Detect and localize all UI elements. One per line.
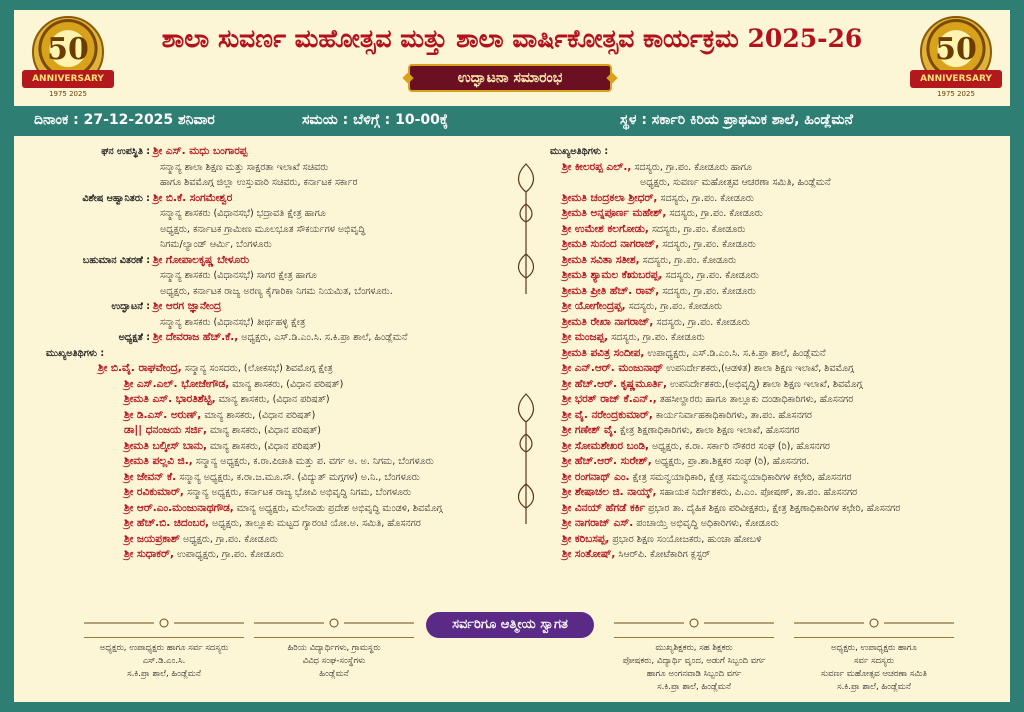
person-designation: ಹಾಗೂ ಶಿವಮೊಗ್ಗ ಜಿಲ್ಲಾ ಉಸ್ತುವಾರಿ ಸಚಿವರು, ಕರ್ನಾಟಕ ಸರ್ಕಾರ [160, 177, 358, 188]
person-name: ಶ್ರೀಮತಿ ಚಂದ್ರಕಲಾ ಶ್ರೀಧರ್, [562, 191, 658, 204]
person-designation: ಪ್ರಭಾರ ತಾ. ದೈಹಿಕ ಶಿಕ್ಷಣ ಪರಿವೀಕ್ಷಕರು, ಕ್ಷೇತ್ರ ಶಿಕ್ಷಣಾಧಿಕಾರಿಗಳ ಕಛೇರಿ, ಹೊಸನಗರ [645, 502, 901, 514]
invitation-card [14, 10, 1010, 702]
list-item [38, 253, 508, 269]
divider [254, 637, 414, 638]
badge-number: 50 [935, 32, 977, 67]
list-item [542, 253, 1002, 269]
person-name: ಶ್ರೀ ಜಯಪ್ರಕಾಶ್ [124, 532, 180, 545]
right-column [542, 144, 1002, 563]
person-designation: ಅಧ್ಯಕ್ಷರು, ತಾಲ್ಲೂಕು ಮಟ್ಟದ ಗ್ಯಾರಂಟಿ ಯೋ.ಅ. ಸಮಿತಿ, ಹೊಸನಗರ [209, 518, 421, 529]
person-name: ಶ್ರೀ ಯೋಗೇಂದ್ರಪ್ಪ, [562, 300, 626, 312]
person-designation: ಸದಸ್ಯರು, ಗ್ರಾ.ಪಂ. ಕೋಡೂರು [608, 332, 705, 343]
list-item [542, 423, 1002, 439]
person-designation: ತಹಸೀಲ್ದಾರರು ಹಾಗೂ ತಾಲ್ಲೂಕು ದಂಡಾಧಿಕಾರಿಗಳು, ಹೊಸನಗರ [656, 394, 854, 405]
footer-line: ಪೋಷಕರು, ವಿದ್ಯಾರ್ಥಿ ವೃಂದ, ಅಡುಗೆ ಸಿಬ್ಬಂದಿ ವರ್ಗ [622, 656, 766, 666]
list-item [542, 408, 1002, 424]
person-name: ಶ್ರೀ ಹೆಚ್.ಬಿ. ಚಿದಂಬರ, [124, 517, 209, 529]
footer-block-villagers [244, 616, 424, 681]
event-date: ದಿನಾಂಕ : 27-12-2025 ಶನಿವಾರ [34, 112, 215, 128]
list-item [542, 361, 1002, 377]
person-name: ಡಾ|| ಧನಂಜಯ ಸರ್ಜಿ, [124, 424, 208, 436]
person-name: ಶ್ರೀ ಆರಗ ಜ್ಞಾನೇಂದ್ರ [153, 300, 222, 312]
person-name: ಶ್ರೀ ಮಂಜಪ್ಪ, [562, 331, 609, 343]
list-item [542, 439, 1002, 455]
person-designation: ನಿಗಮ/ಲ್ಯಾಂಡ್ ಆರ್ಮಿ, ಬೆಂಗಳೂರು [160, 239, 272, 250]
person-designation: ಸದಸ್ಯರು, ಗ್ರಾ.ಪಂ. ಕೋಡೂರು [625, 301, 723, 312]
person-name: ಶ್ರೀಮತಿ ಸುನಂದ ನಾಗರಾಜ್, [562, 238, 660, 250]
person-designation: ಸದಸ್ಯರು, ಗ್ರಾ.ಪಂ. ಕೋಡೂರು ಹಾಗೂ [631, 161, 752, 173]
list-item [542, 315, 1002, 331]
person-designation: ಅಧ್ಯಕ್ಷರು, ಸುವರ್ಣ ಮಹೋತ್ಸವ ಆಚರಣಾ ಸಮಿತಿ, ಹಿಂಡ್ಲೆಮನೆ [640, 177, 831, 188]
person-name: ಶ್ರೀಮತಿ ಎಸ್. ಭಾರತಿಶೆಟ್ಟಿ, [124, 393, 216, 405]
footer-line: ವಿವಿಧ ಸಂಘ-ಸಂಸ್ಥೆಗಳು [302, 656, 366, 666]
badge-years: 1975 2025 [49, 90, 87, 98]
person-designation: ಉಪಾಧ್ಯಕ್ಷರು, ಎಸ್.ಡಿ.ಎಂ.ಸಿ. ಸ.ಕಿ.ಪ್ರಾ ಶಾಲೆ, ಹಿಂಡ್ಲೆಮನೆ [644, 347, 826, 359]
person-designation: ಸನ್ಮಾನ್ಯ ಅಧ್ಯಕ್ಷರು, ಕ.ರಾ.ಜ.ಮೂ.ಸೌ. (ವಿದ್ಯುತ್ ಮಗ್ಗಗಳ) ಅ.ನಿ., ಬೆಂಗಳೂರು [176, 471, 420, 483]
person-designation: ಕ್ಷೇತ್ರ ಶಿಕ್ಷಣಾಧಿಕಾರಿಗಳು, ಶಾಲಾ ಶಿಕ್ಷಣ ಇಲಾಖೆ, ಹೊಸನಗರ [616, 425, 800, 436]
footer-line: ಸ.ಕಿ.ಪ್ರಾ ಶಾಲೆ, ಹಿಂಡ್ಲೆಮನೆ [127, 669, 201, 679]
list-item [38, 454, 508, 470]
person-name: ಶ್ರೀ ಬಿ.ಕೆ. ಸಂಗಮೇಶ್ವರ [153, 191, 233, 204]
flourish-divider-icon [512, 144, 540, 604]
info-bar [14, 106, 1010, 136]
person-designation: ಕಾರ್ಯನಿರ್ವಾಹಕಾಧಿಕಾರಿಗಳು, ತಾ.ಪಂ. ಹೊಸನಗರ [652, 409, 812, 421]
person-designation: ಸದಸ್ಯರು, ಗ್ರಾ.ಪಂ. ಕೋಡೂರು [657, 192, 754, 204]
person-name: ಶ್ರೀ ಡಿ.ಎಸ್. ಅರುಣ್, [124, 408, 202, 421]
person-name: ಶ್ರೀ ನಾಗರಾಜ್ ಎಸ್. [562, 517, 634, 529]
person-name: ಶ್ರೀ ಕೀಲರಪ್ಪ ಎಲ್., [562, 160, 632, 173]
footer-line: ಹಿರಿಯ ವಿದ್ಯಾರ್ಥಿಗಳು, ಗ್ರಾಮಸ್ಥರು [287, 643, 381, 653]
list-item [38, 144, 508, 160]
badge-number: 50 [47, 32, 89, 67]
person-designation: ಸದಸ್ಯರು, ಗ್ರಾ.ಪಂ. ಕೋಡೂರು [648, 223, 746, 235]
list-item [542, 191, 1002, 207]
person-name: ಶ್ರೀ ಗಣೇಶ್ ವೈ. [562, 424, 617, 436]
page-title: ಶಾಲಾ ಸುವರ್ಣ ಮಹೋತ್ಸವ ಮತ್ತು ಶಾಲಾ ವಾರ್ಷಿಕೋತ್ಸವ ಕಾರ್ಯಕ್ರಮ 2025-26 [161, 24, 863, 53]
guests-header: ಮುಖ್ಯಅತಿಥಿಗಳು : [550, 146, 609, 157]
person-designation: ಸಿಆರ್‌ಪಿ. ಕೋಟೆಕಾರಿಗ ಕ್ಲಸ್ಟರ್ [615, 549, 711, 560]
list-item [38, 361, 508, 377]
footer-block-committee [784, 616, 964, 694]
list-item [38, 377, 508, 393]
person-designation: ಸದಸ್ಯರು, ಗ್ರಾ.ಪಂ. ಕೋಡೂರು [662, 270, 759, 281]
flower-ornament-icon [244, 616, 424, 630]
person-name: ಶ್ರೀ ಎನ್.ಆರ್. ಮಂಜುನಾಥ್ [562, 362, 664, 374]
welcome-banner: ಸರ್ವರಿಗೂ ಆತ್ಮೀಯ ಸ್ವಾಗತ [426, 612, 594, 638]
list-item [542, 485, 1002, 501]
footer-line: ಅಧ್ಯಕ್ಷರು, ಉಪಾಧ್ಯಕ್ಷರು ಹಾಗೂ ಸರ್ವ ಸದಸ್ಯರು [99, 643, 229, 653]
role-label: ಘನ ಉಪಸ್ಥಿತಿ : [101, 146, 150, 157]
person-designation: ಅಧ್ಯಕ್ಷರು, ಕ.ರಾ. ಸರ್ಕಾರಿ ನೌಕರರ ಸಂಘ (ರಿ), ಹೊಸನಗರ [649, 440, 830, 452]
person-name: ಶ್ರೀಮತಿ ಪ್ರೀತಿ ಹೆಚ್. ರಾವ್, [562, 284, 660, 297]
event-venue: ಸ್ಥಳ : ಸರ್ಕಾರಿ ಕಿರಿಯ ಪ್ರಾಥಮಿಕ ಶಾಲೆ, ಹಿಂಡ್ಲೆಮನೆ [620, 112, 853, 128]
list-item [542, 330, 1002, 346]
person-name: ಶ್ರೀ ವಿನಯ್ ಹೆಗಡೆ ಕರ್ಕಿ [562, 501, 646, 514]
list-item [38, 408, 508, 424]
person-name: ಶ್ರೀ ವೈ. ನರೇಂದ್ರಕುಮಾರ್, [562, 408, 653, 421]
person-designation: ಸನ್ಮಾನ್ಯ ಶಾಸಕರು (ವಿಧಾನಸಭೆ) ತೀರ್ಥಹಳ್ಳಿ ಕ್ಷೇತ್ರ [160, 316, 306, 328]
list-item [38, 501, 508, 517]
list-item [542, 160, 1002, 176]
list-item [38, 532, 508, 548]
person-name: ಶ್ರೀ ಬಿ.ವೈ. ರಾಘವೇಂದ್ರ, [98, 362, 182, 374]
person-name: ಶ್ರೀ ಎಸ್. ಮಧು ಬಂಗಾರಪ್ಪ [153, 145, 248, 157]
anniversary-badge-left [22, 16, 114, 104]
footer-line: ಸರ್ವ ಸದಸ್ಯರು [854, 656, 894, 666]
list-item [38, 423, 508, 439]
person-designation: ಮಾನ್ಯ ಶಾಸಕರು, (ವಿಧಾನ ಪರಿಷತ್) [229, 378, 344, 390]
person-designation: ಸನ್ಮಾನ್ಯ ಶಾಸಕರು (ವಿಧಾನಸಭೆ) ಸಾಗರ ಕ್ಷೇತ್ರ ಹಾಗೂ [160, 270, 317, 281]
person-name: ಶ್ರೀ ಸುಧಾಕರ್, [124, 548, 174, 560]
person-designation: ಪ್ರಭಾರ ಶಿಕ್ಷಣ ಸಂಯೋಜಕರು, ಹುಂಚಾ ಹೋಬಳಿ [609, 533, 762, 545]
role-label: ಉದ್ಘಾಟನೆ : [111, 301, 150, 312]
divider [794, 637, 954, 638]
person-designation: ಅಧ್ಯಕ್ಷರು, ಕರ್ನಾಟಕ ರಾಜ್ಯ ಅರಣ್ಯ ಕೈಗಾರಿಕಾ ನಿಗಮ ನಿಯಮಿತ, ಬೆಂಗಳೂರು. [160, 285, 393, 297]
list-item [38, 330, 508, 346]
list-item [542, 454, 1002, 470]
program-content [14, 138, 1010, 608]
list-item [38, 299, 508, 315]
badge-years: 1975 2025 [937, 90, 975, 98]
list-item [542, 206, 1002, 222]
footer-line: ಮುಖ್ಯಶಿಕ್ಷಕರು, ಸಹ ಶಿಕ್ಷಕರು [655, 643, 733, 653]
person-designation: ಉಪನಿರ್ದೇಶಕರು,(ಆಡಳಿತ) ಶಾಲಾ ಶಿಕ್ಷಣ ಇಲಾಖೆ, ಶಿವಮೊಗ್ಗ [663, 363, 854, 374]
person-name: ಶ್ರೀ ಎಸ್.ಎಲ್. ಭೋಜೇಗೌಡ, [124, 377, 230, 390]
person-name: ಶ್ರೀ ಶೇಷಾಚಲ ಜಿ. ನಾಯ್ಕ್, [562, 486, 657, 498]
subtitle-banner: ಉದ್ಘಾಟನಾ ಸಮಾರಂಭ [408, 64, 612, 92]
list-item [542, 299, 1002, 315]
person-name: ಶ್ರೀಮತಿ ಅನ್ನಪೂರ್ಣ ಮಹೇಶ್, [562, 207, 667, 219]
badge-ribbon: ANNIVERSARY [910, 70, 1002, 88]
person-name: ಶ್ರೀಮತಿ ಪಲ್ಲವಿ ಜಿ., [124, 455, 193, 467]
person-designation: ಸದಸ್ಯರು, ಗ್ರಾ.ಪಂ. ಕೋಡೂರು [639, 254, 737, 266]
list-item [38, 392, 508, 408]
footer-block-sdmc [74, 616, 254, 681]
footer-line: ಸುವರ್ಣ ಮಹೋತ್ಸವ ಆಚರಣಾ ಸಮಿತಿ [820, 669, 928, 679]
person-name: ಶ್ರೀ ಆರ್.ಎಂ.ಮಂಜುನಾಥಗೌಡ, [124, 501, 234, 514]
person-name: ಶ್ರೀ ಸೋಮಶೇಖರ ಬಂಡಿ, [562, 439, 650, 452]
person-designation: ಸದಸ್ಯರು, ಗ್ರಾ.ಪಂ. ಕೋಡೂರು [659, 285, 756, 297]
person-designation: ಸನ್ಮಾನ್ಯ ಅಧ್ಯಕ್ಷರು, ಕ.ರಾ.ಪಿಚಾತಿ ಮತ್ತು ಪ. ವರ್ಗ ಅ. ಅ. ನಿಗಮ, ಬೆಂಗಳೂರು [192, 456, 434, 467]
person-name: ಶ್ರೀ ಹೆಚ್.ಆರ್. ಕೃಷ್ಣಮೂರ್ತಿ, [562, 377, 667, 390]
list-item [38, 191, 508, 207]
list-item [542, 532, 1002, 548]
person-name: ಶ್ರೀಮತಿ ರೇಖಾ ನಾಗರಾಜ್, [562, 315, 654, 328]
person-name: ಶ್ರೀ ಸಂತೋಷ್, [562, 548, 616, 560]
list-item [38, 516, 508, 532]
list-item [542, 392, 1002, 408]
person-name: ಶ್ರೀಮತಿ ಪವಿತ್ರ ಸಂದೀಪ, [562, 346, 645, 359]
person-designation: ಉಪನಿರ್ದೇಶಕರು,(ಅಭಿವೃದ್ಧಿ) ಶಾಲಾ ಶಿಕ್ಷಣ ಇಲಾಖೆ, ಶಿವಮೊಗ್ಗ [666, 378, 863, 390]
person-designation: ಅಧ್ಯಕ್ಷರು, ಗ್ರಾ.ಪಂ. ಕೋಡೂರು [179, 533, 278, 545]
footer-line: ಹಿಂಡ್ಲೆಮನೆ [319, 669, 349, 679]
list-item [542, 284, 1002, 300]
person-designation: ಸದಸ್ಯರು, ಗ್ರಾ.ಪಂ. ಕೋಡೂರು [653, 316, 750, 328]
person-name: ಶ್ರೀ ದೇವರಾಜ ಹೆಚ್.ಕೆ., [153, 331, 239, 343]
footer-block-teachers [604, 616, 784, 694]
person-designation: ಕ್ಷೇತ್ರ ಸಮನ್ವಯಾಧಿಕಾರಿ, ಕ್ಷೇತ್ರ ಸಮನ್ವಯಾಧಿಕಾರಿಗಳ ಕಛೇರಿ, ಹೊಸನಗರ [629, 471, 852, 483]
person-designation: ಪಂಚಾಯ್ತಿ ಅಭಿವೃದ್ಧಿ ಅಧಿಕಾರಿಗಳು, ಕೋಡೂರು [633, 518, 779, 529]
person-name: ಶ್ರೀಮತಿ ಸವಿತಾ ಸತೀಶ, [562, 253, 640, 266]
list-item [38, 547, 508, 563]
flower-ornament-icon [784, 616, 964, 630]
person-designation: ಸದಸ್ಯರು, ಗ್ರಾ.ಪಂ. ಕೋಡೂರು [659, 239, 756, 250]
person-designation: ಸನ್ಮಾನ್ಯ ಸಂಸದರು, (ಲೋಕಸಭೆ) ಶಿವಮೊಗ್ಗ ಕ್ಷೇತ್ರ [181, 363, 333, 374]
list-item [38, 439, 508, 455]
guests-header: ಮುಖ್ಯಅತಿಥಿಗಳು : [46, 347, 105, 359]
person-name: ಶ್ರೀಮತಿ ಶ್ಯಾಮಲ ಕೆಋಬರಪ್ಪ, [562, 269, 663, 281]
role-label: ವಿಶೇಷ ಆಹ್ವಾನಿತರು : [82, 192, 150, 204]
person-designation: ಮಾನ್ಯ ಶಾಸಕರು, (ವಿಧಾನ ಪರಿಷತ್) [207, 425, 322, 436]
flower-ornament-icon [604, 616, 784, 630]
person-name: ಶ್ರೀ ಗೋಪಾಲಕೃಷ್ಣ ಬೇಳೂರು [153, 253, 250, 266]
person-designation: ಮಾನ್ಯ ಶಾಸಕರು, (ವಿಧಾನ ಪರಿಷತ್) [201, 409, 316, 421]
list-item [38, 470, 508, 486]
divider [614, 637, 774, 638]
person-designation: ಉಪಾಧ್ಯಕ್ಷರು, ಗ್ರಾ.ಪಂ. ಕೋಡೂರು [173, 549, 284, 560]
person-designation: ಸಹಾಯಕ ನಿರ್ದೇಶಕರು, ಪಿ.ಎಂ. ಪೋಷಣ್, ತಾ.ಪಂ. ಹೊಸನಗರ [656, 487, 858, 498]
person-name: ಶ್ರೀ ಜೇವನ್ ಕೆ. [124, 470, 177, 483]
divider [84, 637, 244, 638]
person-designation: ಸನ್ಮಾನ್ಯ ಶಾಸಕರು (ವಿಧಾನಸಭೆ) ಭದ್ರಾವತಿ ಕ್ಷೇತ್ರ ಹಾಗೂ [160, 208, 326, 219]
badge-ribbon: ANNIVERSARY [22, 70, 114, 88]
header [14, 10, 1010, 110]
list-item [542, 516, 1002, 532]
person-name: ಶ್ರೀ ಭರತ್ ರಾಜ್ ಕೆ.ಎನ್., [562, 393, 657, 405]
person-name: ಶ್ರೀ ಉಮೇಶ ಕಲಗೋಡು, [562, 222, 649, 235]
person-designation: ಮಾನ್ಯ ಶಾಸಕರು, (ವಿಧಾನ ಪರಿಷತ್) [206, 440, 321, 452]
list-item [542, 237, 1002, 253]
person-designation: ಸನ್ಮಾನ್ಯ ಶಾಲಾ ಶಿಕ್ಷಣ ಮತ್ತು ಸಾಕ್ಷರತಾ ಇಲಾಖೆ ಸಚಿವರು [160, 161, 329, 173]
list-item [542, 470, 1002, 486]
list-item [542, 222, 1002, 238]
person-designation: ಅಧ್ಯಕ್ಷರು, ಎಸ್.ಡಿ.ಎಂ.ಸಿ. ಸ.ಕಿ.ಪ್ರಾ ಶಾಲೆ, ಹಿಂಡ್ಲೆಮನೆ [238, 332, 408, 343]
list-item [38, 485, 508, 501]
person-name: ಶ್ರೀ ರವಿಕುಮಾರ್, [124, 486, 184, 498]
event-time: ಸಮಯ : ಬೆಳಿಗ್ಗೆ : 10-00ಕ್ಕೆ [302, 112, 449, 128]
person-designation: ಅಧ್ಯಕ್ಷರು, ಕರ್ನಾಟಕ ಗ್ರಾಮೀಣ ಮೂಲಭೂತ ಸೌಕರ್ಯಗಳ ಅಭಿವೃದ್ಧಿ [160, 223, 366, 235]
footer-line: ಅಧ್ಯಕ್ಷರು, ಉಪಾಧ್ಯಕ್ಷರು ಹಾಗೂ [831, 643, 917, 653]
list-item [542, 346, 1002, 362]
person-designation: ಅಧ್ಯಕ್ಷರು, ಪ್ರಾ.ಶಾ.ಶಿಕ್ಷಕರ ಸಂಘ (ರಿ), ಹೊಸನಗರ. [651, 456, 810, 467]
flower-ornament-icon [74, 616, 254, 630]
footer-line: ಸ.ಕಿ.ಪ್ರಾ ಶಾಲೆ, ಹಿಂಡ್ಲೆಮನೆ [657, 682, 731, 692]
person-name: ಶ್ರೀ ರಂಗನಾಥ್ ಎಂ. [562, 470, 630, 483]
person-designation: ಮಾನ್ಯ ಶಾಸಕರು, (ವಿಧಾನ ಪರಿಷತ್) [215, 394, 330, 405]
footer-line: ಹಾಗೂ ಅಂಗನವಾಡಿ ಸಿಬ್ಬಂದಿ ವರ್ಗ [646, 669, 742, 679]
person-name: ಶ್ರೀ ಹೆಚ್.ಆರ್. ಸುರೇಶ್, [562, 455, 652, 467]
person-designation: ಮಾನ್ಯ ಅಧ್ಯಕ್ಷರು, ಮಲೆನಾಡು ಪ್ರದೇಶ ಅಭಿವೃದ್ಧಿ ಮಂಡಳಿ, ಶಿವಮೊಗ್ಗ [233, 502, 443, 514]
list-item [542, 501, 1002, 517]
footer-line: ಎಸ್.ಡಿ.ಎಂ.ಸಿ. [142, 656, 186, 666]
footer [14, 608, 1010, 702]
person-name: ಶ್ರೀ ಕರಿಬಸಪ್ಪ, [562, 532, 610, 545]
list-item [542, 268, 1002, 284]
person-designation: ಸನ್ಮಾನ್ಯ ಅಧ್ಯಕ್ಷರು, ಕರ್ನಾಟಕ ರಾಜ್ಯ ಭೋವಿ ಅಭಿವೃದ್ಧಿ ನಿಗಮ, ಬೆಂಗಳೂರು [183, 487, 412, 498]
person-name: ಶ್ರೀಮತಿ ಬಲ್ಕೀಸ್ ಬಾನು, [124, 439, 207, 452]
role-label: ಅಧ್ಯಕ್ಷತೆ : [118, 332, 150, 343]
anniversary-badge-right [910, 16, 1002, 104]
list-item [542, 547, 1002, 563]
person-designation: ಸದಸ್ಯರು, ಗ್ರಾ.ಪಂ. ಕೋಡೂರು [666, 208, 763, 219]
role-label: ಬಹುಮಾನ ವಿತರಣೆ : [82, 254, 150, 266]
left-column [38, 144, 508, 563]
footer-line: ಸ.ಕಿ.ಪ್ರಾ ಶಾಲೆ, ಹಿಂಡ್ಲೆಮನೆ [837, 682, 911, 692]
list-item [542, 377, 1002, 393]
